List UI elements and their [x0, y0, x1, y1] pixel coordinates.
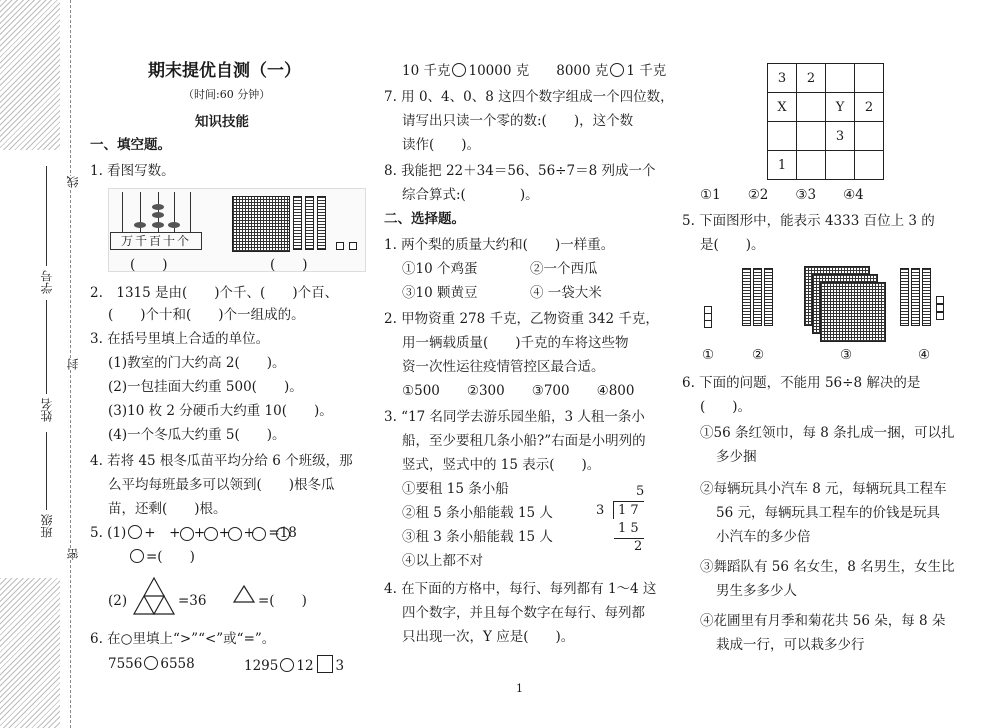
c1-option-c: ③10 颗黄豆	[402, 285, 478, 301]
q7-line3: 读作( )。	[402, 137, 481, 153]
c5-line2: 是( )。	[700, 237, 765, 253]
page-title: 期末提优自测（一）	[148, 61, 301, 81]
grid-cell: Y	[826, 93, 855, 122]
c6-option2-a: ②每辆玩具小汽车 8 元，每辆玩具工程车	[700, 481, 947, 497]
c1-option-a: ①10 个鸡蛋	[402, 261, 478, 277]
q6-num5: 3	[335, 658, 345, 674]
q6-num2: 6558	[160, 656, 195, 672]
q6-row1a	[108, 655, 195, 673]
c4-options: ①1 ②2 ③3 ④4	[700, 187, 864, 203]
abacus-place-labels: 万千百十个	[110, 232, 202, 250]
c5-label-4: ④	[918, 347, 931, 363]
grid-cell: 3	[768, 64, 797, 93]
grid-cell: X	[768, 93, 797, 122]
class-label: 班级	[40, 514, 54, 538]
q6-num6: 10 千克	[402, 63, 451, 79]
c2-options: ①500 ②300 ③700 ④800	[402, 383, 635, 399]
q6-num1: 7556	[108, 656, 143, 672]
student-id-label: 学号	[40, 270, 54, 294]
time-note: （时间:60 分钟）	[183, 88, 271, 101]
page-number: 1	[516, 682, 523, 695]
division-quotient: 5	[636, 484, 645, 499]
c6-option1-a: ①56 条红领巾，每 8 条扎成一捆，可以扎	[700, 425, 955, 441]
grid-cell: 3	[826, 122, 855, 151]
q6-num4: 12	[296, 658, 314, 674]
name-underline	[46, 300, 47, 394]
circle-icon	[204, 527, 218, 541]
c6-line1: 6. 下面的问题，不能用 56÷8 解决的是	[682, 375, 921, 391]
ten-rod	[317, 196, 326, 250]
unit-cube	[349, 242, 357, 250]
grid-row	[768, 151, 884, 180]
division-dividend: 1 7	[618, 503, 639, 518]
q1-answer-a: ( )	[130, 257, 168, 273]
ten-rod	[305, 196, 314, 250]
q5-part2-label: (2)	[108, 593, 128, 609]
grid-cell	[826, 151, 855, 180]
c6-option3-b: 男生多多少人	[716, 583, 797, 599]
c6-option4-b: 栽成一行，可以栽多少行	[716, 637, 865, 653]
q6-text: 6. 在○里填上“>”“<”或“=”。	[90, 631, 276, 647]
unit-cube	[336, 242, 344, 250]
q6-row1b	[244, 655, 344, 675]
name-label: 姓名	[40, 398, 54, 422]
q5-line2	[128, 548, 195, 566]
c1-option-b: ②一个西瓜	[530, 261, 598, 277]
triangle-figure-icon	[132, 576, 176, 616]
c2-line3: 资一次性运往疫情管控区最合适。	[402, 359, 605, 375]
q5-part2-eq: =36	[178, 593, 207, 609]
grid-cell: 2	[797, 64, 826, 93]
q6-num8: 8000 克	[556, 63, 609, 79]
q6-num7: 10000 克	[468, 63, 530, 79]
q8-line1: 8. 我能把 22＋34＝56、56÷7＝8 列成一个	[384, 163, 656, 179]
c6-option2-c: 小汽车的多少倍	[716, 529, 811, 545]
compare-circle[interactable]	[610, 63, 624, 77]
c3-line1: 3. “17 名同学去游乐园坐船，3 人租一条小	[384, 409, 645, 425]
circle-icon	[276, 527, 290, 541]
c4-line3: 只出现一次，Y 应是( )。	[402, 629, 575, 645]
q4-line2: 么平均每班最多可以领到( )根冬瓜	[108, 477, 335, 493]
compare-circle[interactable]	[452, 63, 466, 77]
grid-cell: 1	[768, 151, 797, 180]
grid-cell	[855, 122, 884, 151]
q4-line1: 4. 若将 45 根冬瓜苗平均分给 6 个班级，那	[90, 453, 353, 469]
c5-label-3: ③	[840, 347, 853, 363]
part2-heading: 二、选择题。	[384, 211, 465, 227]
q2-line2: ( )个十和( )个一组成的。	[108, 307, 305, 323]
division-divisor: 3	[596, 503, 605, 518]
q3-item2: (2)一包挂面大约重 500( )。	[108, 379, 303, 395]
long-division	[592, 484, 652, 558]
c6-line2: ( )。	[700, 399, 752, 415]
division-product: 1 5	[618, 521, 639, 536]
grid-cell	[855, 64, 884, 93]
q7-line2: 请写出只读一个零的数:( )，这个数	[402, 113, 634, 129]
c6-option3-a: ③舞蹈队有 56 名女生，8 名男生，女生比	[700, 559, 955, 575]
hundred-block	[232, 196, 290, 252]
c2-line2: 用一辆载质量( )千克的车将这些物	[402, 335, 629, 351]
grid-cell	[797, 93, 826, 122]
c6-option2-b: 56 元，每辆玩具工程车的价钱是玩具	[716, 505, 940, 521]
c6-option4-a: ④花圃里有月季和菊花共 56 朵，每 8 朵	[700, 613, 946, 629]
grid-cell: 2	[855, 93, 884, 122]
c6-option1-b: 多少捆	[716, 449, 757, 465]
q3-item3: (3)10 枚 2 分硬币大约重 10( )。	[108, 403, 333, 419]
c4-line1: 4. 在下面的方格中，每行、每列都有 1～4 这	[384, 581, 657, 597]
margin-hatch-bottom	[0, 578, 60, 728]
q5-part2-answer: =( )	[258, 593, 307, 609]
part1-heading: 一、填空题。	[90, 137, 171, 153]
c3-option-4: ④以上都不对	[402, 553, 483, 569]
grid-cell	[768, 122, 797, 151]
q3-item4: (4)一个冬瓜大约重 5( )。	[108, 427, 286, 443]
q5-answer: =( )	[146, 549, 195, 565]
section-heading: 知识技能	[195, 114, 249, 130]
circle-icon	[252, 527, 266, 541]
q3-text: 3. 在括号里填上合适的单位。	[90, 331, 270, 347]
q7-line1: 7. 用 0、4、0、8 这四个数字组成一个四位数，	[384, 89, 674, 105]
c5-line1: 5. 下面图形中，能表示 4333 百位上 3 的	[682, 213, 935, 229]
abacus	[110, 192, 202, 252]
q4-line3: 苗，还剩( )根。	[108, 501, 227, 517]
c1-option-d: ④ 一袋大米	[530, 285, 602, 301]
c1-text: 1. 两个梨的质量大约和( )一样重。	[384, 237, 615, 253]
class-underline	[46, 432, 47, 510]
c3-line3: 竖式，竖式中的 15 表示( )。	[402, 457, 601, 473]
c3-line2: 船，至少要租几条小船?”右面是小明列的	[402, 433, 646, 449]
circle-icon	[228, 527, 242, 541]
grid-row	[768, 64, 884, 93]
q1-answer-b: ( )	[270, 257, 308, 273]
grid-row	[768, 93, 884, 122]
compare-circle[interactable]	[280, 658, 294, 672]
division-remainder: 2	[634, 539, 643, 554]
margin-label-line: 线	[66, 176, 80, 188]
grid-cell	[855, 151, 884, 180]
q1-text: 1. 看图写数。	[90, 163, 175, 179]
margin-hatch-top	[0, 0, 60, 150]
grid-cell	[797, 151, 826, 180]
margin-label-seal: 封	[66, 358, 80, 370]
q2-line1: 2. 1315 是由( )个千、( )个百、	[90, 285, 339, 301]
grid-cell	[797, 122, 826, 151]
grid-cell	[826, 64, 855, 93]
c5-label-1: ①	[702, 347, 715, 363]
q5-label: 5. (1)	[90, 525, 127, 541]
ten-rod	[293, 196, 302, 250]
q6-num3: 1295	[244, 658, 279, 674]
margin-label-close: 密	[66, 548, 80, 560]
c3-option-3: ③租 3 条小船能载 15 人	[402, 529, 553, 545]
latin-square-grid	[767, 63, 884, 180]
triangle-icon	[232, 584, 256, 604]
q6-row2	[402, 62, 666, 80]
c3-option-2: ②租 5 条小船能载 15 人	[402, 505, 553, 521]
circle-icon	[130, 549, 144, 563]
compare-circle[interactable]	[144, 656, 158, 670]
circle-icon	[180, 527, 194, 541]
circle-icon	[128, 525, 142, 539]
grid-row	[768, 122, 884, 151]
c5-label-2: ②	[752, 347, 765, 363]
q3-item1: (1)教室的门大约高 2( )。	[108, 355, 286, 371]
answer-box[interactable]	[317, 655, 333, 673]
q6-num9: 1 千克	[626, 63, 667, 79]
c2-line1: 2. 甲物资重 278 千克，乙物资重 342 千克，	[384, 311, 659, 327]
c4-line2: 四个数字，并且每个数字在每行、每列都	[402, 605, 645, 621]
q8-line2: 综合算式:( )。	[402, 187, 539, 203]
student-id-underline	[46, 166, 47, 266]
q5-equation: + + + + + =18	[144, 525, 297, 541]
c3-option-1: ①要租 15 条小船	[402, 481, 509, 497]
